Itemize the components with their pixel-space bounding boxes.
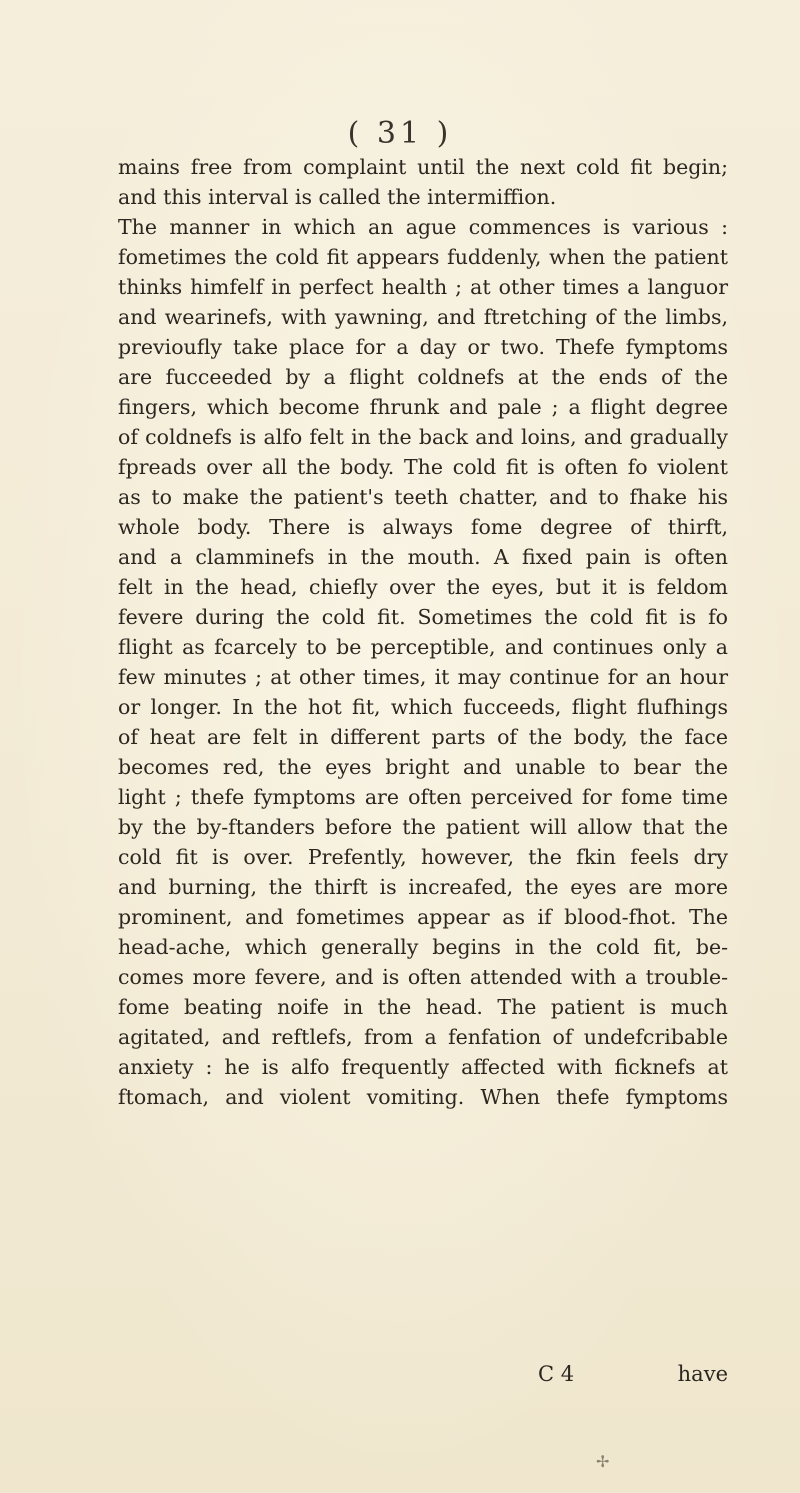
body-text <box>118 152 728 1112</box>
text-line: and burning, the thirft is increafed, the eyes are more <box>118 875 728 899</box>
text-line: mains free from complaint until the next cold fit begin; <box>118 155 728 179</box>
text-line: whole body. There is always fome degree of thirft, <box>118 515 728 539</box>
ink-blot-icon: ✢ <box>596 1452 610 1471</box>
text-line: felt in the head, chiefly over the eyes, but it is feldom <box>118 575 728 599</box>
text-line: fometimes the cold fit appears fuddenly, when the patient <box>118 245 728 269</box>
page-number-header: ( 31 ) <box>347 116 453 151</box>
text-line: as to make the patient's teeth chatter, and to fhake his <box>118 485 728 509</box>
text-line: anxiety : he is alfo frequently affected with ficknefs at <box>118 1055 728 1079</box>
text-line: are fucceeded by a flight coldnefs at the ends of the <box>118 365 728 389</box>
text-line: thinks himfelf in perfect health ; at other times a languor <box>118 275 728 299</box>
text-line: of coldnefs is alfo felt in the back and loins, and gradually <box>118 425 728 449</box>
text-line: head-ache, which generally begins in the cold fit, be- <box>118 935 728 959</box>
text-line: fingers, which become fhrunk and pale ; a flight degree <box>118 395 728 419</box>
text-line: comes more fevere, and is often attended with a trouble- <box>118 965 728 989</box>
text-line: fpreads over all the body. The cold fit is often fo violent <box>118 455 728 479</box>
text-line: or longer. In the hot fit, which fucceeds, flight flufhings <box>118 695 728 719</box>
text-line: becomes red, the eyes bright and unable to bear the <box>118 755 728 779</box>
text-line: fome beating noife in the head. The patient is much <box>118 995 728 1019</box>
signature-mark: C 4 <box>538 1362 575 1386</box>
text-line: and this interval is called the intermiffion. <box>118 185 557 209</box>
text-line: prominent, and fometimes appear as if blood-fhot. The <box>118 905 728 929</box>
text-line: previoufly take place for a day or two. Thefe fymptoms <box>118 335 728 359</box>
text-line: flight as fcarcely to be perceptible, and continues only a <box>118 635 728 659</box>
text-line: few minutes ; at other times, it may continue for an hour <box>118 665 728 689</box>
text-line: light ; thefe fymptoms are often perceived for fome time <box>118 785 728 809</box>
text-line: and a clamminefs in the mouth. A fixed pain is often <box>118 545 728 569</box>
text-line: agitated, and reftlefs, from a fenfation of undefcribable <box>118 1025 728 1049</box>
text-line: fevere during the cold fit. Sometimes the cold fit is fo <box>118 605 728 629</box>
text-line: ftomach, and violent vomiting. When thefe fymptoms <box>118 1085 728 1109</box>
page-footer <box>118 1362 728 1392</box>
text-line: The manner in which an ague commences is various : <box>118 215 728 239</box>
catchword: have <box>677 1362 728 1386</box>
text-line: cold fit is over. Prefently, however, the fkin feels dry <box>118 845 728 869</box>
text-line: and wearinefs, with yawning, and ftretching of the limbs, <box>118 305 728 329</box>
text-line: of heat are felt in different parts of the body, the face <box>118 725 728 749</box>
text-line: by the by-ftanders before the patient will allow that the <box>118 815 728 839</box>
